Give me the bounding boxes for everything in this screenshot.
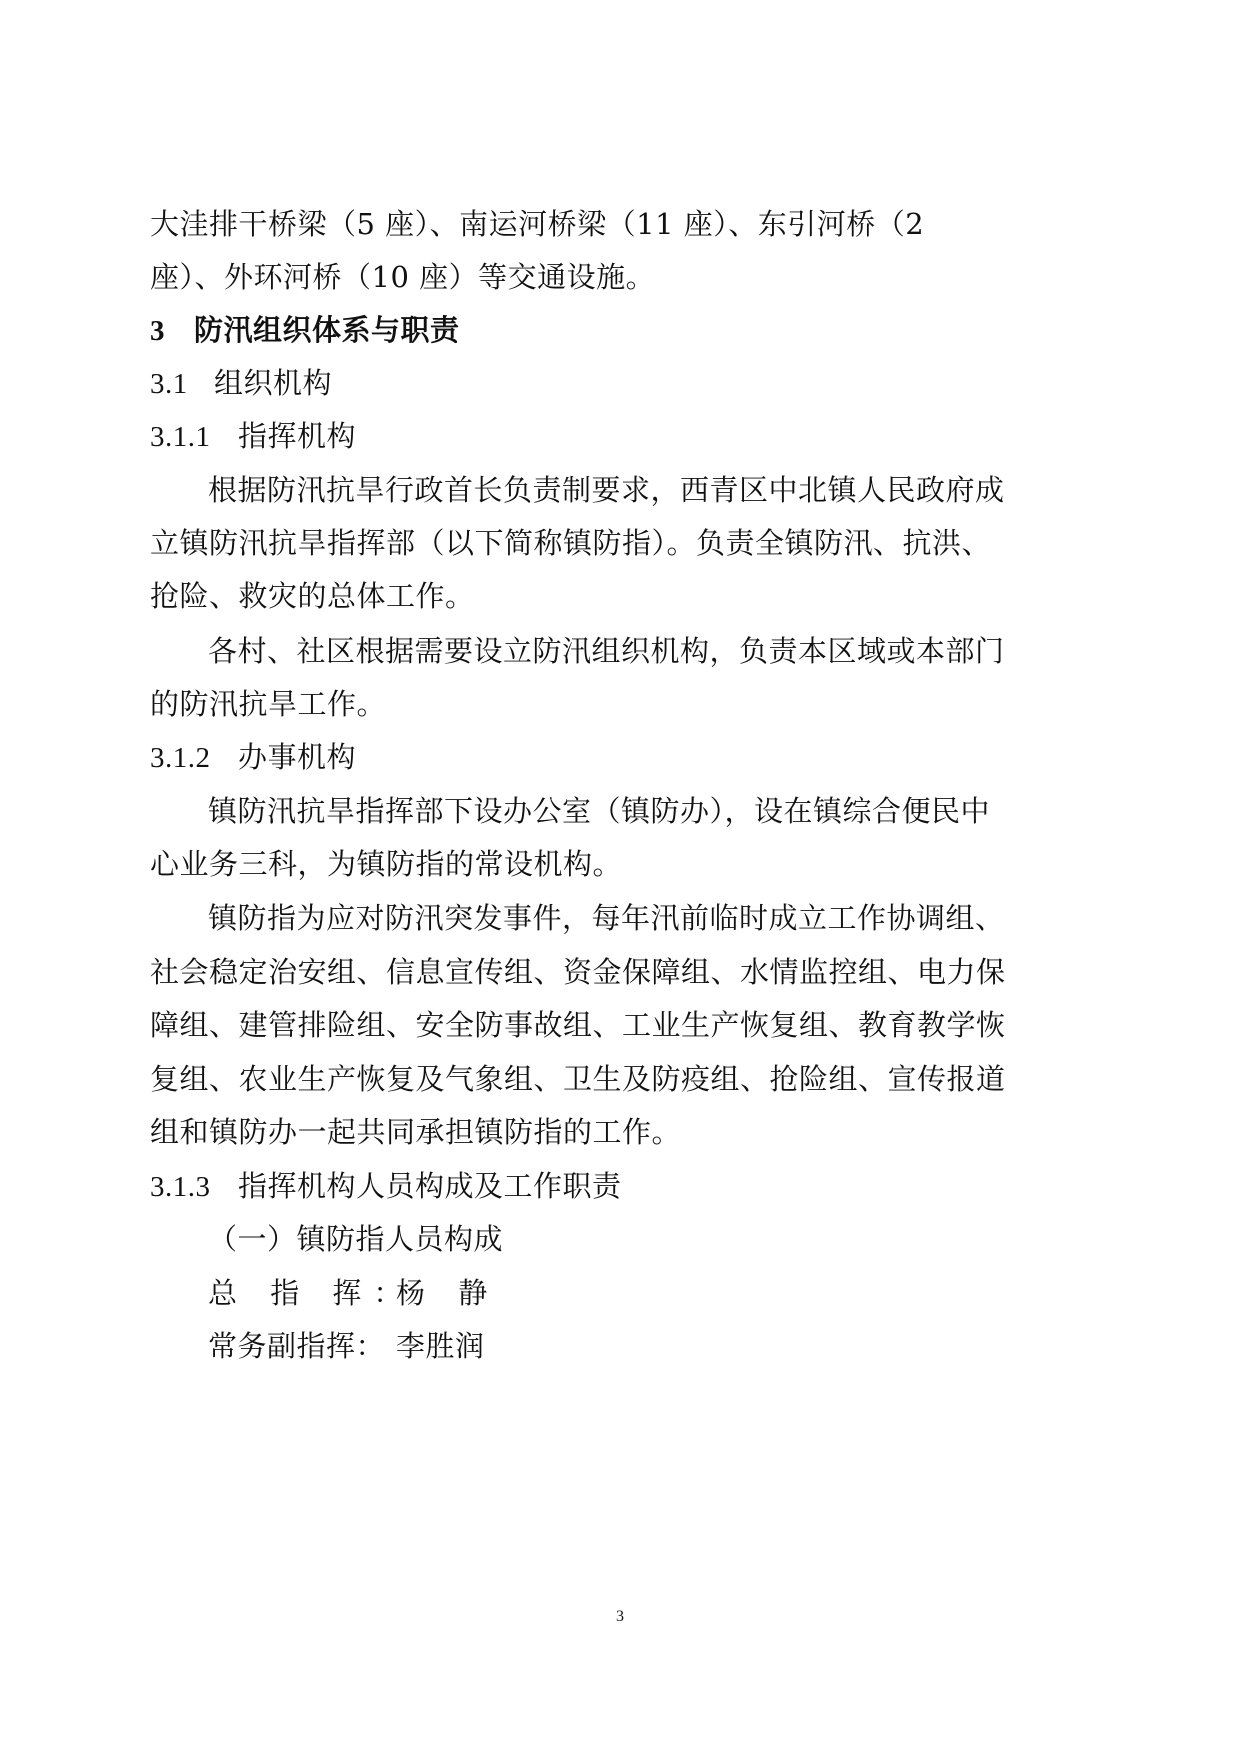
paragraph-text: 镇防指为应对防汛突发事件，每年汛前临时成立工作协调组、 [208, 901, 1005, 935]
continuation-line-1 [150, 204, 925, 244]
paragraph-text: 心业务三科，为镇防指的常设机构。 [150, 847, 623, 881]
subheading-text: （一）镇防指人员构成 [208, 1222, 504, 1256]
section-3-1-1-heading [150, 416, 356, 457]
section-3-1-heading [150, 363, 332, 404]
paragraph-text: 根据防汛抗旱行政首长负责制要求，西青区中北镇人民政府成 [208, 473, 1005, 507]
paragraph-text: 抢险、救灾的总体工作。 [150, 579, 475, 613]
paragraph-text: 各村、社区根据需要设立防汛组织机构，负责本区域或本部门 [208, 634, 1005, 668]
section-3-title: 防汛组织体系与职责 [194, 313, 460, 347]
para-3-1-2-b-line-2 [150, 952, 1006, 992]
section-3-heading [150, 310, 460, 351]
para-3-1-1-a-line-1 [208, 470, 1005, 510]
paragraph-text: 立镇防汛抗旱指挥部（以下简称镇防指）。负责全镇防汛、抗洪、 [150, 526, 992, 560]
section-3-1-3-heading [150, 1166, 622, 1207]
deputy-commander-name: 李胜润 [396, 1329, 485, 1363]
section-3-1-title: 组织机构 [214, 366, 333, 400]
para-3-1-2-b-line-1 [208, 898, 1005, 938]
section-3-1-number: 3.1 [150, 368, 188, 400]
para-3-1-2-a-line-2 [150, 844, 622, 884]
deputy-commander-label: 常务副指挥： [208, 1329, 386, 1363]
paragraph-text: 镇防汛抗旱指挥部下设办公室（镇防办），设在镇综合便民中 [208, 794, 991, 828]
commander-row [208, 1273, 499, 1313]
para-3-1-1-b-line-1 [208, 631, 1005, 671]
para-3-1-2-b-line-3 [150, 1005, 1006, 1045]
page-number: 3 [616, 1608, 624, 1625]
para-3-1-1-a-line-3 [150, 576, 475, 616]
commander-label: 总 指 挥： [208, 1276, 415, 1310]
para-3-1-1-a-line-2 [150, 523, 992, 563]
continuation-text-1: 大洼排干桥梁（5 座）、南运河桥梁（11 座）、东引河桥（2 [150, 207, 925, 241]
deputy-commander-row [208, 1326, 485, 1366]
section-3-number: 3 [150, 315, 165, 347]
section-3-1-2-number: 3.1.2 [150, 742, 211, 774]
paragraph-text: 复组、农业生产恢复及气象组、卫生及防疫组、抢险组、宣传报道 [150, 1062, 1006, 1096]
section-3-1-3-number: 3.1.3 [150, 1171, 211, 1203]
subheading-composition [208, 1219, 503, 1259]
paragraph-text: 组和镇防办一起共同承担镇防指的工作。 [150, 1115, 682, 1149]
para-3-1-1-b-line-2 [150, 684, 386, 724]
section-3-1-1-number: 3.1.1 [150, 421, 211, 453]
para-3-1-2-b-line-5 [150, 1112, 681, 1152]
continuation-text-2: 座）、外环河桥（10 座）等交通设施。 [150, 260, 656, 294]
paragraph-text: 社会稳定治安组、信息宣传组、资金保障组、水情监控组、电力保 [150, 955, 1006, 989]
section-3-1-1-title: 指挥机构 [238, 419, 357, 453]
para-3-1-2-b-line-4 [150, 1059, 1006, 1099]
section-3-1-2-heading [150, 737, 356, 778]
section-3-1-2-title: 办事机构 [238, 740, 357, 774]
continuation-line-2 [150, 257, 655, 297]
paragraph-text: 障组、建管排险组、安全防事故组、工业生产恢复组、教育教学恢 [150, 1008, 1006, 1042]
section-3-1-3-title: 指挥机构人员构成及工作职责 [238, 1169, 622, 1203]
commander-name: 杨 静 [396, 1276, 500, 1310]
paragraph-text: 的防汛抗旱工作。 [150, 687, 387, 721]
para-3-1-2-a-line-1 [208, 791, 991, 831]
